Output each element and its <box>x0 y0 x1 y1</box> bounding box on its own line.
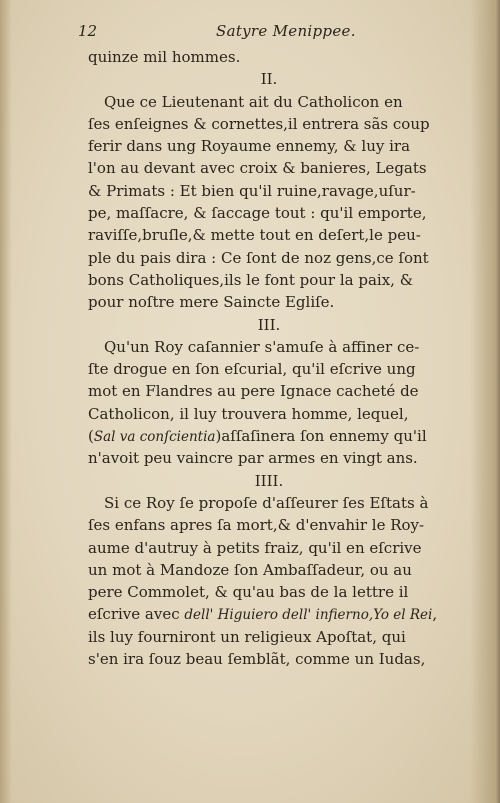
running-title: Satyre Menippee. <box>216 22 356 40</box>
italic-run: dell' Higuiero dell' infierno,Yo el Rei <box>184 607 433 624</box>
italic-run: Sal va conſcientia <box>93 429 216 446</box>
text-line: ſes enfans apres ſa mort,& d'envahir le Roy- <box>88 516 425 535</box>
text-line: bons Catholiques,ils le font pour la paix, & <box>88 270 414 289</box>
page-number: 12 <box>78 22 98 40</box>
text-line: s'en ira ſouz beau ſemblãt, comme un Iudas, <box>88 650 426 669</box>
text-line: Si ce Roy ſe propoſe d'aſſeurer ſes Eſtats à <box>104 493 429 512</box>
text-line: ple du pais dira : Ce ſont de noz gens,ce ſont <box>88 248 429 267</box>
text-run: ( <box>88 427 94 446</box>
text-line: & Primats : Et bien qu'il ruine,ravage,uſur- <box>88 181 416 200</box>
section-number: II. <box>260 70 278 89</box>
text-line: Qu'un Roy caſannier s'amuſe à affiner ce- <box>104 337 420 356</box>
text-line: mot en Flandres au pere Ignace cacheté de <box>88 382 419 401</box>
text-line: n'avoit peu vaincre par armes en vingt ans. <box>88 449 418 468</box>
text-line <box>88 603 450 625</box>
section-number: IIII. <box>254 471 284 490</box>
text-run: , <box>432 605 438 624</box>
text-line: aume d'autruy à petits fraiz, qu'il en eſcrive <box>88 538 422 557</box>
text-line: ferir dans ung Royaume ennemy, & luy ira <box>88 137 411 156</box>
text-line: ſes enſeignes & cornettes,il entrera sãs coup <box>88 114 430 133</box>
body-text <box>88 46 450 670</box>
text-line: l'on au devant avec croix & banieres, Legats <box>88 159 427 178</box>
section-number: III. <box>257 315 281 334</box>
text-run: eſcrive avec <box>88 605 185 624</box>
text-line: pour noſtre mere Saincte Egliſe. <box>88 293 335 312</box>
text-line: Que ce Lieutenant ait du Catholicon en <box>104 92 403 111</box>
text-line: raviſſe,bruſle,& mette tout en deſert,le peu- <box>88 226 421 245</box>
text-run: )aſſaſinera ſon ennemy qu'il <box>215 427 427 446</box>
text-line: un mot à Mandoze ſon Ambaſſadeur, ou au <box>88 560 412 579</box>
page-header <box>78 22 448 42</box>
text-line: pe, maſſacre, & ſaccage tout : qu'il emporte, <box>88 204 427 223</box>
text-line <box>88 425 450 447</box>
text-line: ſte drogue en ſon eſcurial, qu'il eſcrive ung <box>88 360 416 379</box>
page-edge-shadow <box>470 0 500 803</box>
text-line: Catholicon, il luy trouvera homme, lequel, <box>88 404 409 423</box>
text-line: quinze mil hommes. <box>88 48 241 66</box>
page-gutter-shadow <box>0 0 12 803</box>
text-line: ils luy fourniront un religieux Apoſtat, qui <box>88 627 406 646</box>
text-line: pere Commolet, & qu'au bas de la lettre il <box>88 583 409 602</box>
